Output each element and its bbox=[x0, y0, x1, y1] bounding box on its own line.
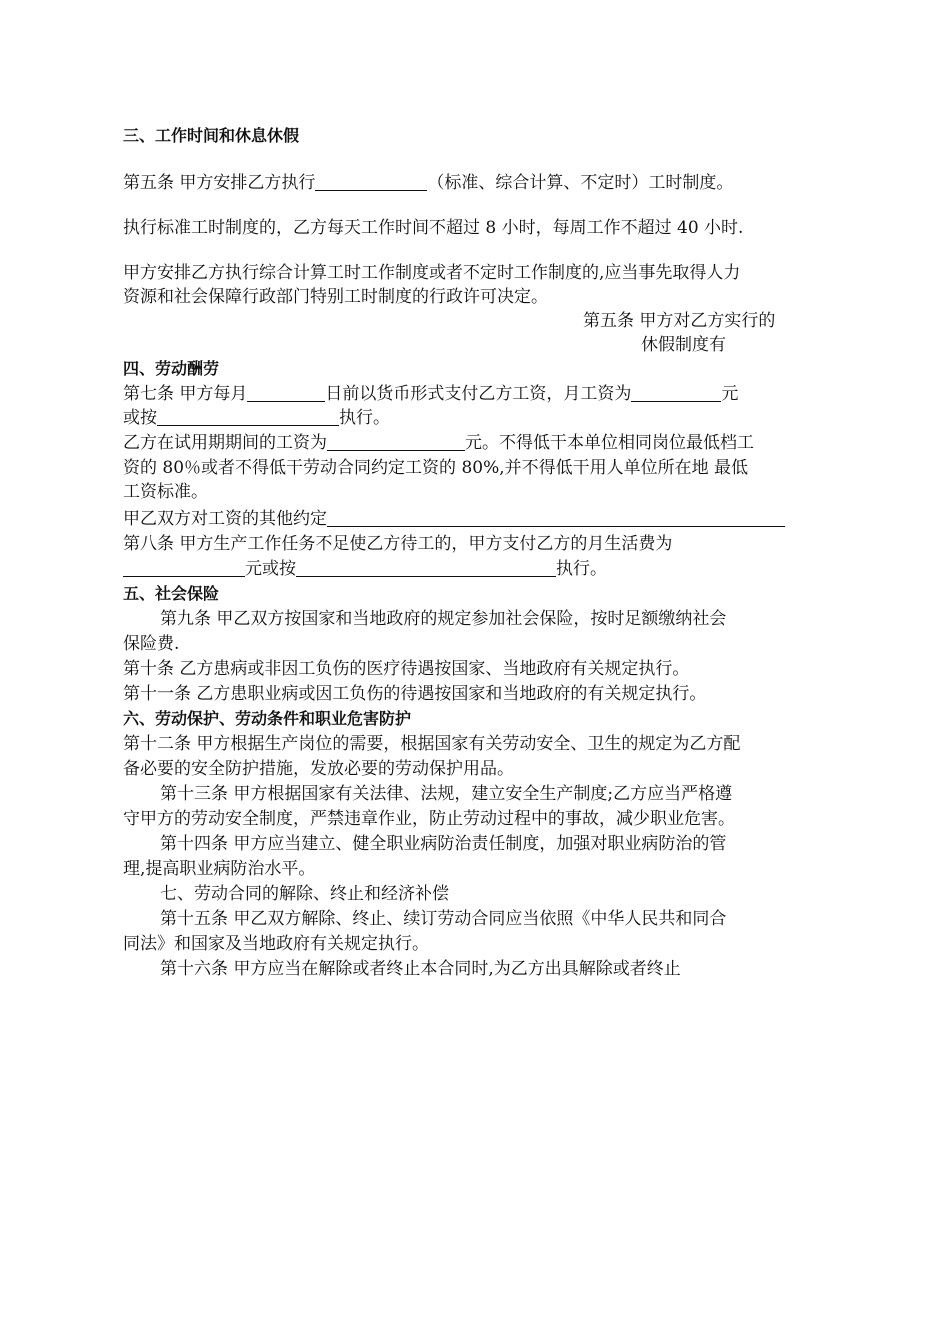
article-8-line-1: 第八条 甲方生产工作任务不足使乙方待工的，甲方支付乙方的月生活费为 bbox=[123, 534, 673, 554]
art7-text-a: 第七条 甲方每月 bbox=[123, 384, 248, 404]
article-12-line-1: 第十二条 甲方根据生产岗位的需要，根据国家有关劳动安全、卫生的规定为乙方配 bbox=[123, 734, 741, 754]
probation-wage-line-2: 资的 80％或者不得低干劳动合同约定工资的 80%,并不得低干用人单位所在地 最低 bbox=[123, 458, 749, 478]
blank-wage-basis[interactable] bbox=[157, 407, 339, 426]
art5-text-a: 第五条 甲方安排乙方执行 bbox=[123, 173, 316, 193]
article-15-line-2: 同法》和国家及当地政府有关规定执行。 bbox=[123, 934, 429, 954]
probation-wage-line-3: 工资标准。 bbox=[123, 482, 208, 502]
probation-wage-line-1 bbox=[123, 431, 754, 455]
article-7-line-2 bbox=[123, 406, 390, 430]
article-14-line-1: 第十四条 甲方应当建立、健全职业病防治责任制度，加强对职业病防治的管 bbox=[160, 834, 727, 854]
section-heading-social-insurance: 五、社会保险 bbox=[123, 584, 220, 603]
section-heading-termination: 七、劳动合同的解除、终止和经济补偿 bbox=[160, 884, 449, 904]
article-14-line-2: 理,提高职业病防治水平。 bbox=[123, 859, 316, 879]
art7-text-e: 执行。 bbox=[339, 408, 390, 428]
section-heading-work-hours: 三、工作时间和休息休假 bbox=[123, 126, 300, 145]
art5-text-b: （标准、综合计算、不定时）工时制度。 bbox=[427, 173, 734, 193]
other-wage-text: 甲乙双方对工资的其他约定 bbox=[123, 509, 327, 529]
article-16-line-1: 第十六条 甲方应当在解除或者终止本合同时,为乙方出具解除或者终止 bbox=[160, 959, 681, 979]
section-heading-labor-protection: 六、劳动保护、劳动条件和职业危害防护 bbox=[123, 709, 412, 728]
blank-living-allowance[interactable] bbox=[123, 558, 245, 577]
blank-monthly-wage[interactable] bbox=[631, 383, 721, 402]
article-5-duplicate-line-1: 第五条 甲方对乙方实行的 bbox=[583, 311, 776, 331]
comprehensive-hours-line-1: 甲方安排乙方执行综合计算工时工作制度或者不定时工作制度的,应当事先取得人力 bbox=[123, 263, 741, 283]
article-8-line-2 bbox=[123, 557, 607, 581]
article-7-line-1 bbox=[123, 382, 738, 406]
article-10: 第十条 乙方患病或非因工负伤的医疗待遇按国家、当地政府有关规定执行。 bbox=[123, 659, 690, 679]
blank-pay-day[interactable] bbox=[247, 383, 325, 402]
art7-text-d: 或按 bbox=[123, 408, 157, 428]
comprehensive-hours-line-2: 资源和社会保障行政部门特别工时制度的行政许可决定。 bbox=[123, 287, 548, 307]
article-11: 第十一条 乙方患职业病或因工负伤的待遇按国家和当地政府的有关规定执行。 bbox=[123, 684, 707, 704]
article-5-duplicate-line-2: 休假制度有 bbox=[641, 335, 726, 355]
article-13-line-1: 第十三条 甲方根据国家有关法律、法规，建立安全生产制度;乙方应当严格遵 bbox=[160, 784, 733, 804]
blank-other-wage[interactable] bbox=[327, 508, 785, 527]
art7-text-b: 日前以货币形式支付乙方工资，月工资为 bbox=[325, 384, 632, 404]
probation-text-b: 元。不得低干本单位相同岗位最低档工 bbox=[465, 433, 754, 453]
art7-text-c: 元 bbox=[721, 384, 739, 404]
article-9-line-2: 保险费. bbox=[123, 634, 180, 654]
standard-hours-text: 执行标准工时制度的，乙方每天工作时间不超过 8 小时，每周工作不超过 40 小时. bbox=[123, 218, 744, 238]
section-heading-remuneration: 四、劳动酬劳 bbox=[123, 359, 220, 378]
blank-probation-wage[interactable] bbox=[327, 432, 465, 451]
article-5-work-system bbox=[123, 171, 733, 195]
art8-text-c: 执行。 bbox=[556, 559, 607, 579]
probation-text-a: 乙方在试用期期间的工资为 bbox=[123, 433, 327, 453]
article-9-line-1: 第九条 甲乙双方按国家和当地政府的规定参加社会保险，按时足额缴纳社会 bbox=[160, 609, 727, 629]
blank-work-system[interactable] bbox=[315, 172, 427, 191]
other-wage-agreement bbox=[123, 507, 785, 531]
blank-allowance-basis[interactable] bbox=[296, 558, 556, 577]
art8-text-b: 元或按 bbox=[245, 559, 296, 579]
article-13-line-2: 守甲方的劳动安全制度，严禁违章作业，防止劳动过程中的事故，减少职业危害。 bbox=[123, 809, 735, 829]
article-12-line-2: 备必要的安全防护措施，发放必要的劳动保护用品。 bbox=[123, 759, 514, 779]
article-15-line-1: 第十五条 甲乙双方解除、终止、续订劳动合同应当依照《中华人民共和同合 bbox=[160, 909, 727, 929]
